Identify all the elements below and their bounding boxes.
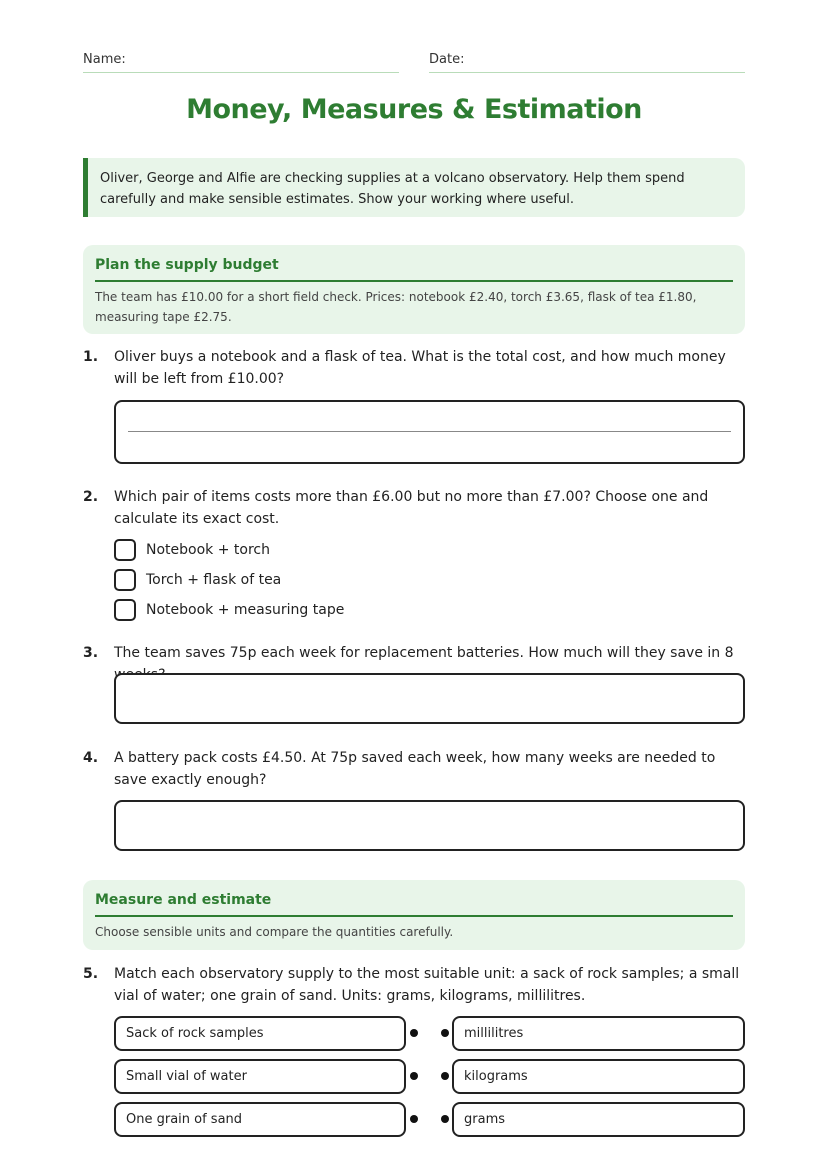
question-number: 4. — [83, 750, 99, 766]
date-label: Date: — [429, 52, 465, 67]
match-dot[interactable] — [441, 1115, 449, 1123]
name-label: Name: — [83, 52, 126, 67]
option-3[interactable] — [114, 598, 344, 622]
answer-box-3[interactable] — [114, 673, 745, 724]
question-text: The team saves 75p each week for replacement batteries. How much will they save in 8 — [114, 645, 734, 661]
question-5 — [83, 963, 745, 1007]
option-label: Notebook + torch — [146, 542, 270, 558]
match-item-left[interactable]: Small vial of water — [114, 1059, 406, 1094]
match-item-right[interactable]: millilitres — [452, 1016, 745, 1051]
option-label: Notebook + measuring tape — [146, 602, 345, 618]
answer-line — [128, 431, 731, 432]
answer-box-4[interactable] — [114, 800, 745, 851]
name-field[interactable] — [83, 52, 399, 73]
checkbox[interactable] — [114, 539, 136, 561]
checkbox[interactable] — [114, 599, 136, 621]
question-number: 5. — [83, 966, 99, 982]
question-number: 3. — [83, 645, 99, 661]
section-title: Measure and estimate — [95, 880, 733, 917]
option-label: Torch + flask of tea — [146, 572, 282, 588]
match-dot[interactable] — [410, 1115, 418, 1123]
section-measure — [83, 880, 745, 950]
question-4 — [83, 747, 745, 791]
match-dot[interactable] — [441, 1029, 449, 1037]
date-field[interactable] — [429, 52, 745, 73]
question-text: A battery pack costs £4.50. At 75p saved each week, how many weeks are needed to save exactly enough? — [114, 750, 716, 788]
question-number: 1. — [83, 349, 99, 365]
section-text: The team has £10.00 for a short field check. Prices: notebook £2.40, torch £3.65, flask of tea £1.80, measuring tape £2.75. — [95, 290, 697, 324]
option-2[interactable] — [114, 568, 281, 592]
section-title: Plan the supply budget — [95, 245, 733, 282]
match-dot[interactable] — [410, 1029, 418, 1037]
match-item-left[interactable]: Sack of rock samples — [114, 1016, 406, 1051]
checkbox[interactable] — [114, 569, 136, 591]
match-item-left[interactable]: One grain of sand — [114, 1102, 406, 1137]
match-item-right[interactable]: kilograms — [452, 1059, 745, 1094]
question-text: Oliver buys a notebook and a flask of tea. What is the total cost, and how much money will be left from £10.00? — [114, 349, 726, 387]
section-budget — [83, 245, 745, 334]
match-dot[interactable] — [441, 1072, 449, 1080]
question-2 — [83, 486, 745, 530]
page-title: Money, Measures & Estimation — [186, 94, 642, 125]
option-1[interactable] — [114, 538, 270, 562]
question-1 — [83, 346, 745, 390]
intro-callout: Oliver, George and Alfie are checking supplies at a volcano observatory. Help them spend carefully and make sensible estimates. Show your working where useful. — [83, 158, 745, 217]
match-dot[interactable] — [410, 1072, 418, 1080]
match-item-right[interactable]: grams — [452, 1102, 745, 1137]
header-fields — [83, 52, 745, 74]
question-text: Which pair of items costs more than £6.00 but no more than £7.00? Choose one and calculate its exact cost. — [114, 489, 709, 527]
question-number: 2. — [83, 489, 99, 505]
answer-box-1[interactable] — [114, 400, 745, 464]
section-text: Choose sensible units and compare the quantities carefully. — [95, 925, 454, 939]
question-text: Match each observatory supply to the most suitable unit: a sack of rock samples; a small vial of water; one grain of sand. Units: grams, kilograms, millilitres. — [114, 966, 740, 1004]
